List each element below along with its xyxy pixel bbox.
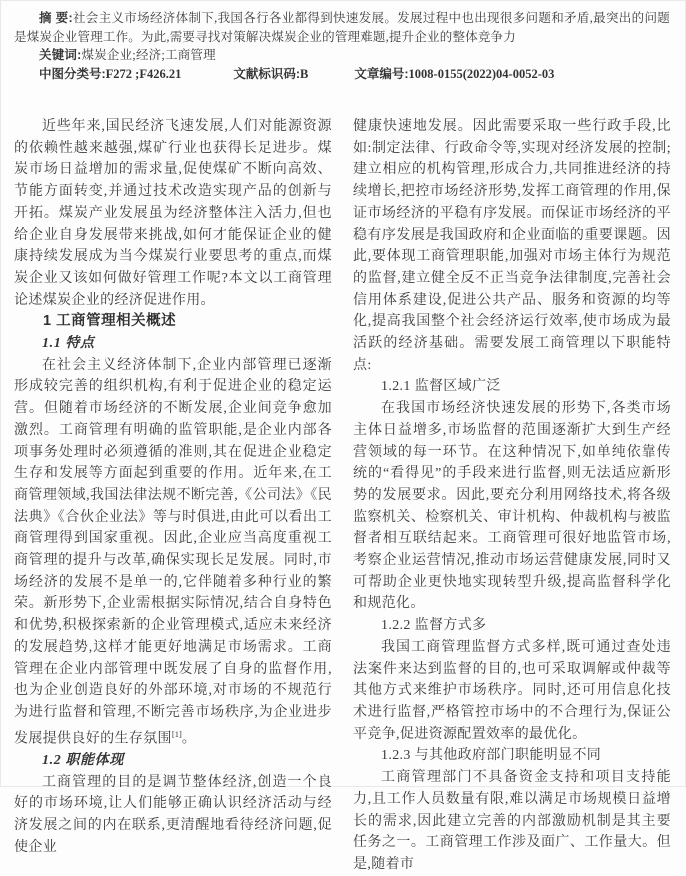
citation-ref-1: [1]	[171, 728, 182, 739]
section-1-2-3-paragraph: 工商管理部门不具备资金支持和项目支持能力,且工作人员数量有限,难以满足市场规模日益增长的需求,因此建立完善的内部激励机制是其主要任务之一。工商管理工作涉及面广、工作量大。但是,随着市	[353, 770, 671, 872]
section-1-2-paragraph-continued: 健康快速地发展。因此需要采取一些行政手段,比如:制定法律、行政命令等,实现对经济发展的控制;建立相应的机构管理,形成合力,共同推进经济的持续增长,把控市场经济形势,发挥工商管理的作用,保证市场经济的平稳有序发展。而保证市场经济的平稳有序发展是我国政府和企业面临的重要课题。因此,要体现工商管理职能,加强对市场主体行为规范的监督,建立健全反不正当竞争法律制度,完善社会信用体系建设,促进公共产品、服务和资源的均等化,提高我国整个社会经济运行效率,使市场成为最活跃的经济基础。需要发展工商管理以下职能特点:	[353, 119, 671, 373]
clc-number	[39, 67, 181, 81]
keywords-label: 关键词:	[39, 48, 82, 62]
abstract-label: 摘 要:	[39, 11, 73, 25]
body-columns	[14, 116, 670, 876]
intro-paragraph: 近些年来,国民经济飞速发展,人们对能源资源的依赖性越来越强,煤矿行业也获得长足进步。煤炭市场日益增加的需求量,促使煤矿不断向高效、节能方面转变,并通过技术改造实现产品的创新与开拓。煤炭产业发展虽为经济整体注入活力,但也给企业自身发展带来挑战,如何才能保证企业的健康持续发展成为当今煤炭行业要思考的重点,而煤炭企业又该如何做好管理工作呢?本文以工商管理论述煤炭企业的经济促进作用。	[14, 119, 332, 308]
abstract-paragraph	[14, 9, 670, 46]
section-1-2-2-heading: 1.2.2 监督方式多	[381, 618, 487, 634]
section-1-1-paragraph	[14, 355, 332, 750]
section-1-2-3-heading: 1.2.3 与其他政府部门职能明显不同	[381, 748, 602, 764]
left-column	[14, 116, 332, 876]
classification-row	[14, 65, 670, 84]
article-number	[354, 67, 554, 81]
keywords-text: 煤炭企业;经济;工商管理	[81, 48, 216, 62]
section-1-2-1-heading: 1.2.1 监督区域广泛	[381, 379, 501, 395]
doc-code	[233, 67, 308, 81]
article-header	[14, 9, 670, 83]
section-1-1-heading: 1.1 特点	[42, 336, 95, 352]
abstract-text: 社会主义市场经济体制下,我国各行各业都得到快速发展。发展过程中也出现很多问题和矛盾,最突出的问题是煤炭企业管理工作。为此,需要寻找对策解决煤炭企业的管理难题,提升企业的整体竞争力	[14, 11, 671, 44]
section-1-heading: 1 工商管理相关概述	[43, 313, 177, 330]
section-1-2-2-paragraph: 我国工商管理监督方式多样,既可通过查处违法案件来达到监督的目的,也可采取调解或仲裁等其他方式来维护市场秩序。同时,还可用信息化技术进行监督,严格管控市场中的不合理行为,保证公平竞争,促进资源配置效率的最优化。	[353, 639, 671, 742]
keywords-row	[14, 46, 670, 65]
doc-code-label: 文献标识码:	[233, 66, 301, 81]
section-1-2-heading: 1.2 职能体现	[42, 753, 124, 769]
article-number-value: 1008-0155(2022)04-0052-03	[408, 66, 555, 81]
section-1-1-text: 在社会主义经济体制下,企业内部管理已逐渐形成较完善的组织机构,有利于促进企业的稳定运营。但随着市场经济的不断发展,企业间竞争愈加激烈。工商管理有明确的监管职能,是企业内部各项事务处理时必须遵循的准则,其在促进企业稳定生存和发展等方面起到重要的作用。近年来,在工商管理领域,我国法律法规不断完善,《公司法》《民法典》《合伙企业法》等与时俱进,由此可以看出工商管理得到国家重视。因此,企业应当高度重视工商管理的提升与改革,确保实现长足发展。同时,市场经济的发展不是单一的,它伴随着多种行业的繁荣。新形势下,企业需根据实际情况,结合自身特色和优势,积极探索新的企业管理模式,适应未来经济的发展趋势,这样才能更好地满足市场需求。工商管理在企业内部管理中既发展了自身的监督作用,也为企业创造良好的外部环境,对市场的不规范行为进行监督和管理,不断完善市场秩序,为企业进步发展提供良好的生存氛围	[14, 357, 332, 747]
clc-label: 中图分类号:	[39, 66, 106, 81]
section-1-2-paragraph-left: 工商管理的目的是调节整体经济,创造一个良好的市场环境,让人们能够正确认识经济活动与经济发展之间的内在联系,更清醒地看待经济问题,促使企业	[14, 774, 332, 855]
article-number-label: 文章编号:	[354, 66, 409, 81]
doc-code-value: B	[300, 66, 309, 81]
section-1-1-text-tail: 。	[181, 731, 197, 747]
right-column	[353, 116, 671, 876]
section-1-2-1-paragraph: 在我国市场经济快速发展的形势下,各类市场主体日益增多,市场监督的范围逐渐扩大到生产经营领域的每一环节。在这种情况下,如单纯依靠传统的“看得见”的手段来进行监督,则无法适应新形势的发展要求。因此,要充分利用网络技术,将各级监察机关、检察机关、审计机构、仲裁机构与被监督者相互联结起来。工商管理可很好地监管市场,考察企业运营情况,推动市场运营健康发展,同时又可帮助企业更快地实现转型升级,提高监督科学化和规范化。	[353, 401, 671, 612]
clc-value: F272 ;F426.21	[105, 66, 182, 81]
